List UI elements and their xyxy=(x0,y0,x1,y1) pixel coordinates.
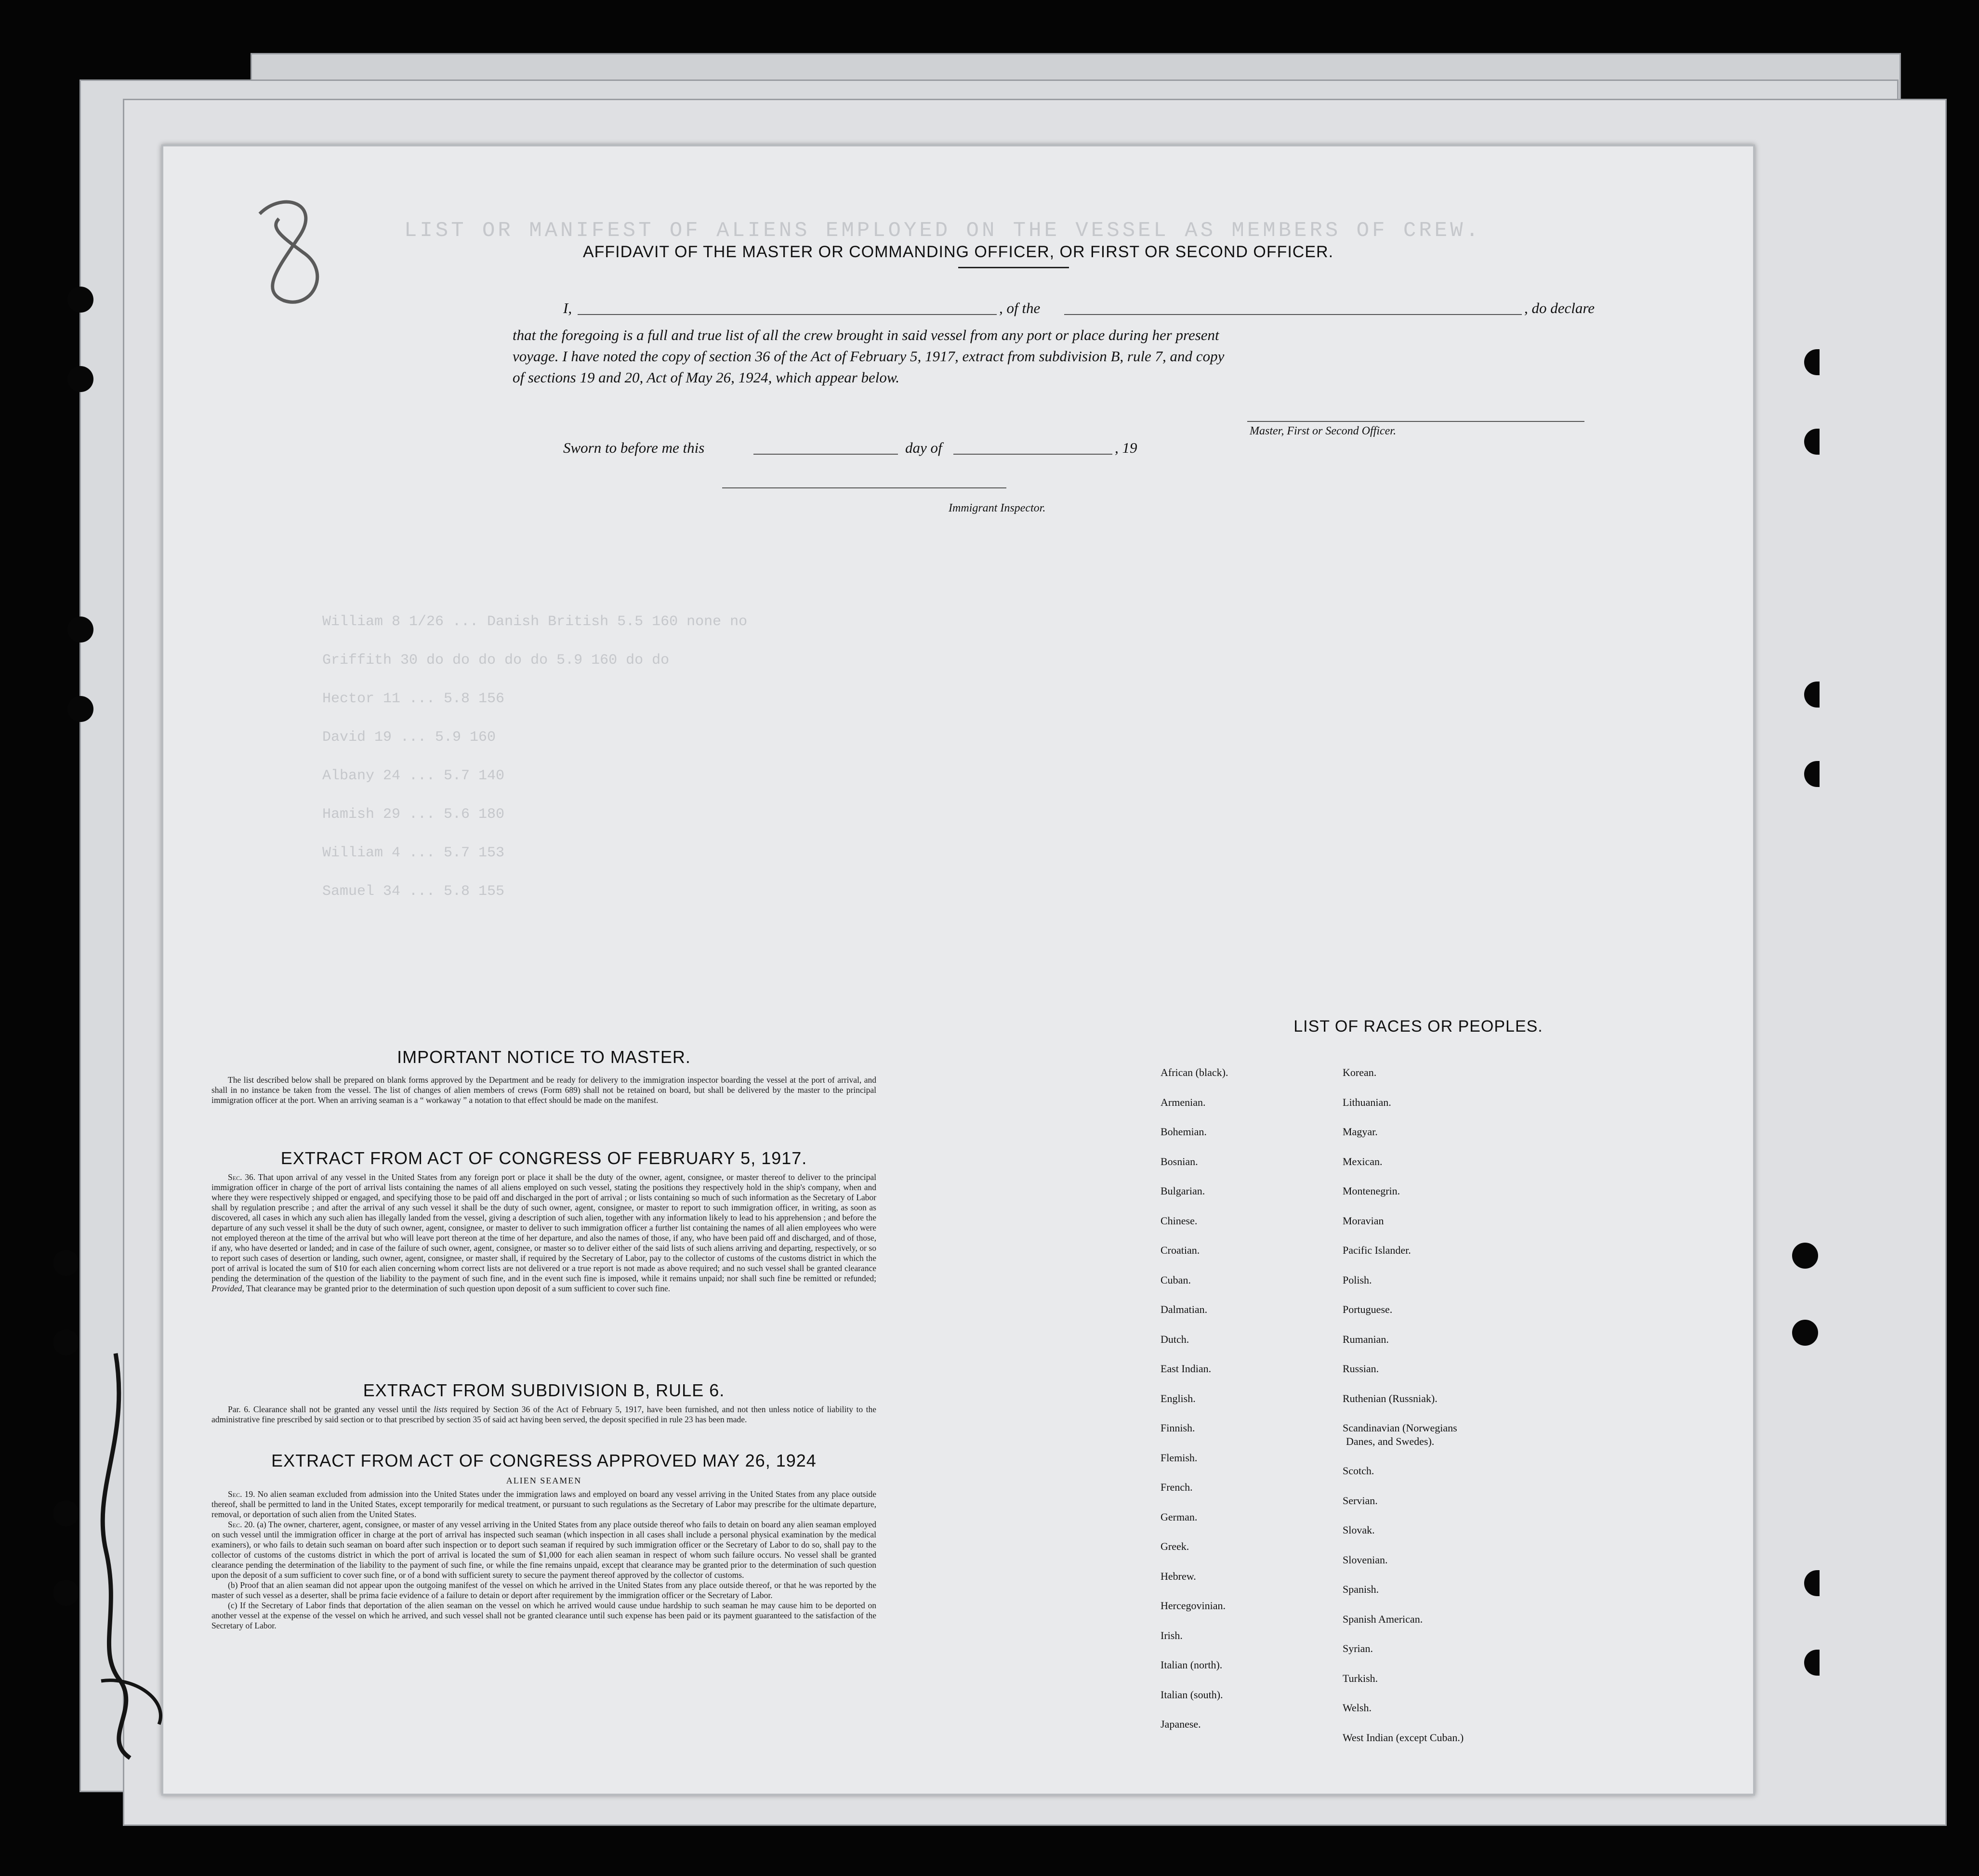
race-item: Japanese. xyxy=(1161,1718,1201,1730)
inspector-label: Immigrant Inspector. xyxy=(949,502,1046,514)
statement-line-2: voyage. I have noted the copy of section 36 of the Act of February 5, 1917, extract from subdivision B, rule 7, and copy xyxy=(513,348,1225,365)
race-item: Italian (north). xyxy=(1161,1659,1223,1671)
race-item: Spanish. xyxy=(1343,1583,1379,1596)
race-item: Danes, and Swedes). xyxy=(1346,1435,1435,1447)
race-item: Spanish American. xyxy=(1343,1613,1423,1625)
show-through-text: David 19 ... 5.9 160 xyxy=(322,729,496,746)
race-item: Dutch. xyxy=(1161,1333,1189,1345)
race-item: Montenegrin. xyxy=(1343,1185,1400,1197)
declarant-label: I, xyxy=(563,300,572,316)
race-item: English. xyxy=(1161,1392,1196,1404)
master-signature-label: Master, First or Second Officer. xyxy=(1250,425,1396,437)
extract-1924-text xyxy=(211,1489,876,1631)
sworn-day-field[interactable] xyxy=(753,454,898,455)
race-item: Slovenian. xyxy=(1343,1553,1388,1566)
binding-string xyxy=(72,1344,188,1768)
year-label: , 19 xyxy=(1115,439,1137,456)
show-through-text: William 8 1/26 ... Danish British 5.5 160 none no xyxy=(322,614,748,630)
races-title: LIST OF RACES OR PEOPLES. xyxy=(1293,1017,1543,1036)
lists-word: lists xyxy=(434,1404,448,1414)
statement-line-1: that the foregoing is a full and true list of all the crew brought in said vessel from any port or place during her present xyxy=(513,327,1219,343)
binder-hole xyxy=(67,287,93,313)
binder-hole xyxy=(67,696,93,722)
binder-hole xyxy=(1792,1320,1818,1346)
race-item: Hercegovinian. xyxy=(1161,1600,1226,1612)
race-item: Slovak. xyxy=(1343,1524,1375,1536)
race-item: Greek. xyxy=(1161,1540,1189,1552)
race-item: Servian. xyxy=(1343,1494,1378,1507)
race-item: Russian. xyxy=(1343,1363,1379,1375)
race-item: African (black). xyxy=(1161,1066,1228,1078)
extract-1917-title: EXTRACT FROM ACT OF CONGRESS OF FEBRUARY 5, 1917. xyxy=(280,1148,807,1168)
race-item: Rumanian. xyxy=(1343,1333,1389,1345)
race-item: Portuguese. xyxy=(1343,1303,1393,1315)
race-item: Finnish. xyxy=(1161,1422,1195,1434)
show-through-text: Hector 11 ... 5.8 156 xyxy=(322,691,505,707)
extract-1924-title: EXTRACT FROM ACT OF CONGRESS APPROVED MAY 26, 1924 xyxy=(271,1451,817,1470)
race-item: Ruthenian (Russniak). xyxy=(1343,1392,1438,1404)
race-item: Lithuanian. xyxy=(1343,1096,1391,1108)
sec-20a-text: (a) The owner, charterer, agent, consignee, or master of any vessel arriving in the United States from any place outside thereof who fails to detain on board any alien seaman employed on such vessel until the immigration officer in charge at the port of arrival has inspected such seaman (which inspection in all cases shall include a personal physical examination by the medical examiners), or who fails to detain such seaman on board after such inspection or to deport such seaman if required by such immigration officer or the Secretary of Labor to do so, shall pay to the collector of customs of the customs district in which the port of arrival is located the sum of $1,000 for each alien seaman in respect of whom such failure occurs. No vessel shall be granted clearance pending the determination of the liability to the payment of such fine, or while the fine remains unpaid, except that clearance may be granted prior to the determination of such question upon the deposit of a sum sufficient to cover such fine, or of a bond with sufficient surety to secure the payment thereof approved by the collector of customs. xyxy=(211,1520,876,1580)
sec-20-label: Sec. 20. xyxy=(228,1520,255,1529)
day-of-label: day of xyxy=(905,439,942,456)
document-page xyxy=(161,144,1755,1796)
binder-hole xyxy=(1792,1243,1818,1269)
race-item: Polish. xyxy=(1343,1273,1372,1286)
show-through-text: LIST OR MANIFEST OF ALIENS EMPLOYED ON THE VESSEL AS MEMBERS OF CREW. xyxy=(404,219,1481,243)
race-item: Syrian. xyxy=(1343,1642,1373,1655)
race-item: Hebrew. xyxy=(1161,1570,1196,1582)
race-item: French. xyxy=(1161,1481,1193,1493)
title-rule xyxy=(958,267,1069,268)
alien-seamen-subtitle: ALIEN SEAMEN xyxy=(506,1476,582,1485)
sec-36-label: Sec. 36. xyxy=(228,1172,256,1182)
notice-paragraph: The list described below shall be prepared on blank forms approved by the Department and be ready for delivery to the immigration inspector boarding the vessel at the port of arrival, and shall in no instance be taken from the vessel. The list of changes of alien members of crews (Form 689) shall not be retained on board, but shall be delivered by the master to the principal immigration officer at the port. When an arriving seaman is a “ workaway ” a notation to that effect should be made on the manifest. xyxy=(211,1075,876,1105)
race-item: German. xyxy=(1161,1510,1198,1523)
sworn-month-field[interactable] xyxy=(953,454,1112,455)
race-item: Bulgarian. xyxy=(1161,1185,1205,1197)
sworn-label: Sworn to before me this xyxy=(563,439,705,456)
race-item: Scandinavian (Norwegians xyxy=(1343,1422,1457,1434)
race-item: Bosnian. xyxy=(1161,1155,1198,1168)
declarant-name-field[interactable] xyxy=(578,314,997,315)
inspector-signature-field[interactable] xyxy=(722,487,1006,488)
race-item: Flemish. xyxy=(1161,1451,1198,1464)
extract-1917-text xyxy=(211,1172,876,1294)
binder-hole xyxy=(67,617,93,643)
race-item: Pacific Islander. xyxy=(1343,1244,1411,1256)
race-item: Bohemian. xyxy=(1161,1126,1207,1138)
race-item: Moravian xyxy=(1343,1214,1384,1227)
race-item: Scotch. xyxy=(1343,1465,1374,1477)
race-item: Korean. xyxy=(1343,1066,1377,1078)
show-through-text: Griffith 30 do do do do do 5.9 160 do do xyxy=(322,652,670,669)
declare-label: , do declare xyxy=(1524,300,1595,316)
race-item: Cuban. xyxy=(1161,1273,1191,1286)
race-item: Croatian. xyxy=(1161,1244,1200,1256)
master-signature-field[interactable] xyxy=(1247,421,1584,422)
sec-20c-text: (c) If the Secretary of Labor finds that deportation of the alien seaman on the vessel on which he arrived would cause undue hardship to such seaman he may cause him to be deported on another vessel at the expense of the vessel on which he arrived, and such vessel shall not be granted clearance until such expense has been paid or its payment guaranteed to the satisfaction of the Secretary of Labor. xyxy=(211,1601,876,1630)
statement-line-3: of sections 19 and 20, Act of May 26, 1924, which appear below. xyxy=(513,369,900,386)
vessel-name-field[interactable] xyxy=(1064,314,1522,315)
sec-19-text: No alien seaman excluded from admission into the United States under the immigration laws and employed on board any vessel arriving in the United States from any place outside thereof, shall be permitted to land in the United States, except temporarily for medical treatment, or pursuant to such regulations as the Secretary of Labor may prescribe for the ultimate departure, removal, or deportation of such alien from the United States. xyxy=(211,1489,876,1519)
provided-label: Provided, xyxy=(211,1284,244,1293)
vessel-label: , of the xyxy=(999,300,1041,316)
race-item: West Indian (except Cuban.) xyxy=(1343,1731,1464,1744)
rule6-text-a: Par. 6. Clearance shall not be granted any vessel until the xyxy=(228,1404,431,1414)
affidavit-statement xyxy=(513,325,1654,388)
show-through-text: Samuel 34 ... 5.8 155 xyxy=(322,883,505,900)
sec-36-text-end: That clearance may be granted prior to the determination of such question upon deposit of a sum sufficient to cover such fine. xyxy=(246,1284,671,1293)
extract-rule6-title: EXTRACT FROM SUBDIVISION B, RULE 6. xyxy=(363,1380,725,1400)
race-item: Turkish. xyxy=(1343,1672,1378,1684)
race-item: Dalmatian. xyxy=(1161,1303,1208,1315)
show-through-text: Albany 24 ... 5.7 140 xyxy=(322,768,505,784)
race-item: Armenian. xyxy=(1161,1096,1206,1108)
binder-hole xyxy=(67,366,93,392)
race-item: East Indian. xyxy=(1161,1363,1212,1375)
race-item: Mexican. xyxy=(1343,1155,1383,1168)
rule6-text-b: required by Section 36 of the Act of February 5, 1917, have been furnished, and not then unless notice of liability to the administrative fine prescribed by said section or to that prescribed by section 35 of said act having been served, the deposit specified in rule 23 has been made. xyxy=(211,1404,876,1424)
binder-hole xyxy=(53,1250,79,1276)
sec-19-label: Sec. 19. xyxy=(228,1489,255,1499)
extract-rule6-text xyxy=(211,1404,876,1425)
affidavit-title: AFFIDAVIT OF THE MASTER OR COMMANDING OFFICER, OR FIRST OR SECOND OFFICER. xyxy=(582,243,1334,261)
show-through-text: William 4 ... 5.7 153 xyxy=(322,845,505,861)
race-item: Magyar. xyxy=(1343,1126,1378,1138)
race-item: Chinese. xyxy=(1161,1214,1198,1227)
race-item: Irish. xyxy=(1161,1629,1183,1641)
notice-title: IMPORTANT NOTICE TO MASTER. xyxy=(397,1047,691,1067)
sec-20b-text: (b) Proof that an alien seaman did not appear upon the outgoing manifest of the vessel on which he arrived in the United States from any place outside thereof, or that he was reported by the master of such vessel as a deserter, shall be prima facie evidence of a failure to detain or deport after requirement by the immigration officer or the Secretary of Labor. xyxy=(211,1580,876,1600)
sec-36-text: That upon arrival of any vessel in the United States from any foreign port or place it shall be the duty of the owner, agent, consignee, or master thereof to deliver to the principal immigration officer in charge of the port of arrival lists containing the names of all aliens employed on such vessel, stating the positions they respectively hold in the ship's company, when and where they were respectively shipped or engaged, and specifying those to be paid off and discharged in the port of arrival ; or lists containing so much of such information as the Secretary of Labor shall by regulation prescribe ; and after the arrival of any such vessel it shall be the duty of such owner, agent, consignee, or master to report to such immigration officer, in writing, as soon as discovered, all cases in which any such alien has illegally landed from the vessel, giving a description of such alien, together with any information likely to lead to his apprehension ; and before the departure of any such vessel it shall be the duty of such owner, agent, consignee, or master to deliver to such immigration officer a further list containing the names of all alien employees who were not employed thereon at the time of the arrival but who will leave port thereon at the time of her departure, and also the names of those, if any, who have been paid off and discharged, and of those, if any, who have deserted or landed; and in case of the failure of such owner, agent, consignee, or master so to deliver either of the said lists of such aliens arriving and departing, respectively, or so to report such cases of desertion or landing, such owner, agent, consignee, or master shall, if required by the Secretary of Labor, pay to the collector of customs of the customs district in which the port of arrival is located the sum of $10 for each alien concerning whom correct lists are not delivered or a true report is not made as above required; and no such vessel shall be granted clearance pending the determination of the question of the liability to the payment of such fine, and in the event such fine is imposed, while it remains unpaid; nor shall such fine be remitted or refunded; xyxy=(211,1172,876,1283)
notice-text xyxy=(211,1075,876,1105)
race-item: Italian (south). xyxy=(1161,1688,1223,1701)
race-item: Welsh. xyxy=(1343,1702,1372,1714)
show-through-text: Hamish 29 ... 5.6 180 xyxy=(322,806,505,823)
